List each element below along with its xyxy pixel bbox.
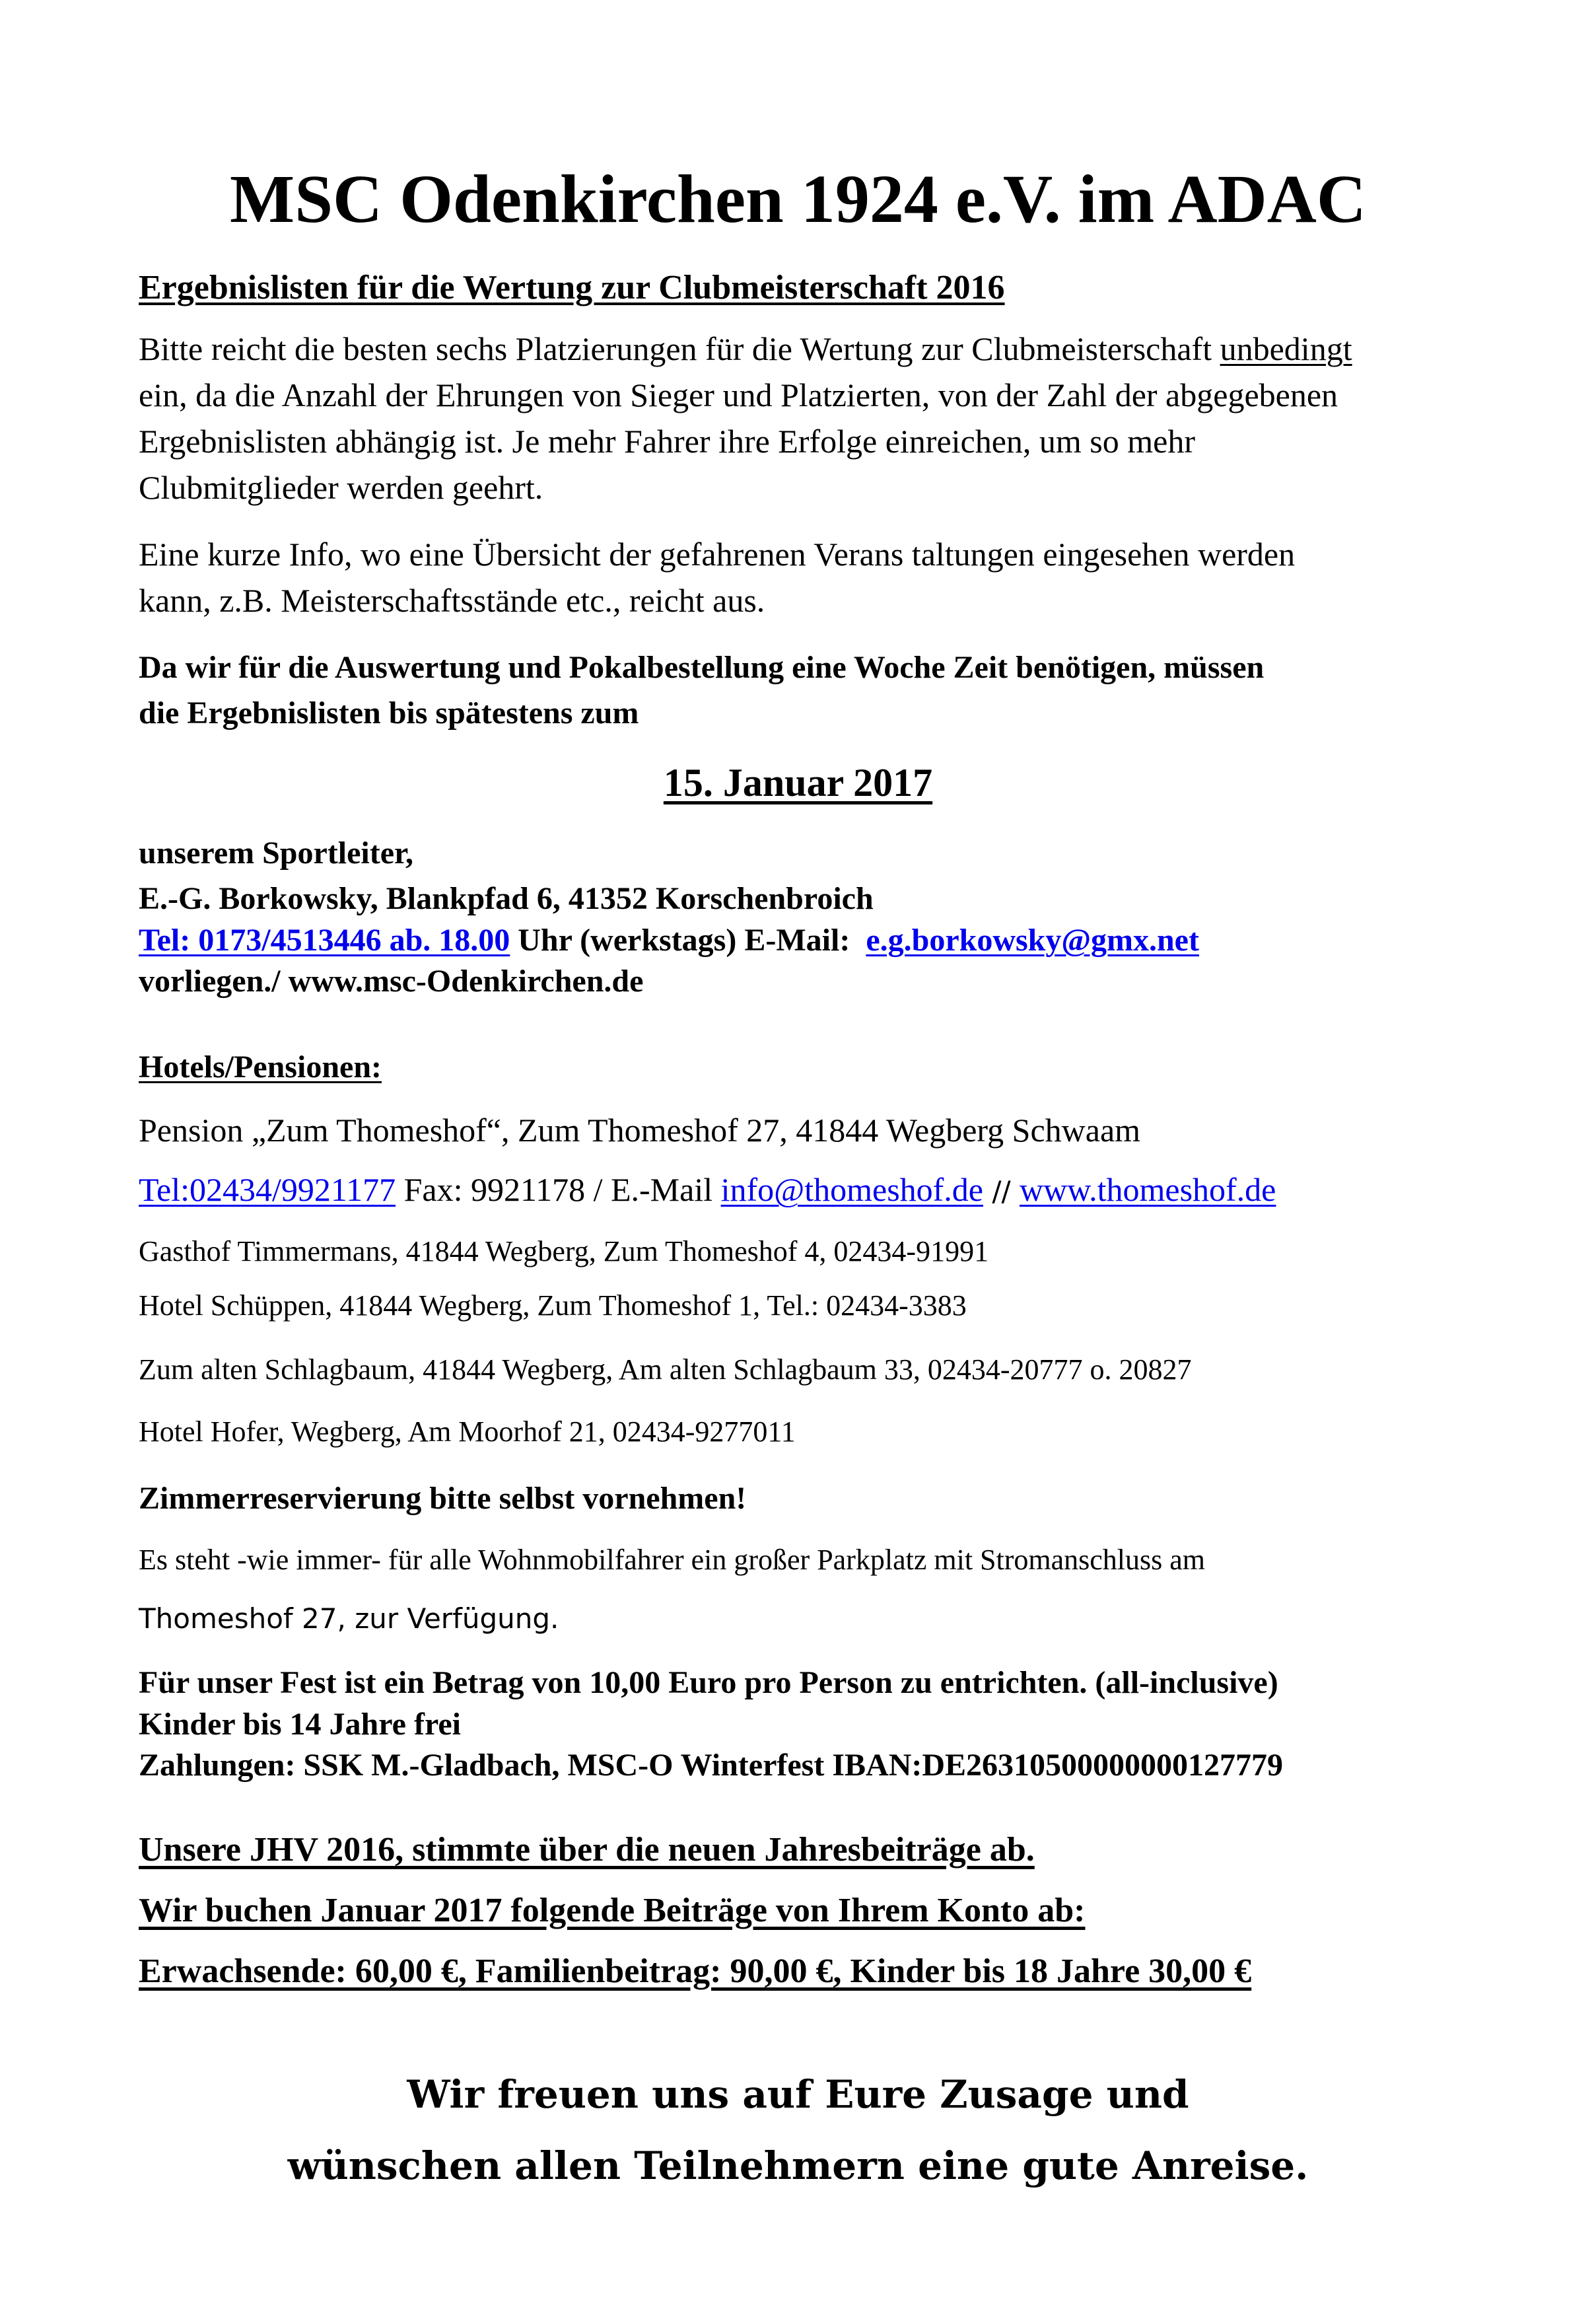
hotel-item: Gasthof Timmermans, 41844 Wegberg, Zum Thomeshof 4, 02434-91991 xyxy=(139,1235,989,1267)
intro-line-4: Clubmitglieder werden geehrt. xyxy=(139,469,543,506)
phone-suffix: Uhr (werkstags) E-Mail: xyxy=(510,923,866,958)
deadline-line-1: Da wir für die Auswertung und Pokalbestellung eine Woche Zeit benötigen, müssen xyxy=(139,650,1265,685)
hotel-item: Hotel Hofer, Wegberg, Am Moorhof 21, 02434-9277011 xyxy=(139,1415,796,1448)
fees-line-2: Wir buchen Januar 2017 folgende Beiträge von Ihrem Konto ab: xyxy=(139,1892,1086,1929)
camper-line-2: Thomeshof 27, zur Verfügung. xyxy=(139,1602,559,1635)
intro-line-1 xyxy=(139,332,1352,365)
pension-email-link[interactable]: info@thomeshof.de xyxy=(720,1171,983,1208)
reservation-note: Zimmerreservierung bitte selbst vornehmen! xyxy=(139,1481,747,1516)
contact-phone-email xyxy=(139,925,1199,956)
fees-line-3: Erwachsende: 60,00 €, Familienbeitrag: 90,00 €, Kinder bis 18 Jahre 30,00 € xyxy=(139,1952,1252,1990)
info-line-1: Eine kurze Info, wo eine Übersicht der gefahrenen Verans taltungen eingesehen werden xyxy=(139,536,1296,573)
closing-line-2: wünschen allen Teilnehmern eine gute Anreise. xyxy=(287,2143,1309,2188)
pension-separator: // xyxy=(983,1175,1020,1207)
contact-line-1: unserem Sportleiter, xyxy=(139,836,413,871)
contact-address: E.-G. Borkowsky, Blankpfad 6, 41352 Korschenbroich xyxy=(139,881,874,916)
fest-line-2: Kinder bis 14 Jahre frei xyxy=(139,1707,462,1742)
intro-text: Bitte reicht die besten sechs Platzierungen für die Wertung zur Clubmeisterschaft xyxy=(139,330,1220,367)
contact-website-line: vorliegen./ www.msc-Odenkirchen.de xyxy=(139,964,644,999)
pension-tel-link[interactable]: Tel:02434/9921177 xyxy=(139,1171,396,1208)
emphasis-unbedingt: unbedingt xyxy=(1220,330,1352,367)
document-title: MSC Odenkirchen 1924 e.V. im ADAC xyxy=(230,161,1366,237)
pension-thomeshof: Pension „Zum Thomeshof“, Zum Thomeshof 27, 41844 Wegberg Schwaam xyxy=(139,1112,1141,1149)
pension-contact xyxy=(139,1173,1276,1206)
pension-fax: Fax: 9921178 / E.-Mail xyxy=(396,1171,721,1208)
fest-payment-line: Zahlungen: SSK M.-Gladbach, MSC-O Winterfest IBAN:DE26310500000000127779 xyxy=(139,1748,1284,1783)
hotel-item: Zum alten Schlagbaum, 41844 Wegberg, Am alten Schlagbaum 33, 02434-20777 o. 20827 xyxy=(139,1353,1192,1386)
pension-web-link[interactable]: www.thomeshof.de xyxy=(1020,1171,1276,1208)
intro-line-2: ein, da die Anzahl der Ehrungen von Sieger und Platzierten, von der Zahl der abgegebenen xyxy=(139,376,1338,413)
camper-line-1: Es steht -wie immer- für alle Wohnmobilfahrer ein großer Parkplatz mit Stromanschluss am xyxy=(139,1544,1206,1576)
deadline-date-row xyxy=(0,763,1596,802)
hotels-heading: Hotels/Pensionen: xyxy=(139,1050,382,1085)
hotel-item: Hotel Schüppen, 41844 Wegberg, Zum Thomeshof 1, Tel.: 02434-3383 xyxy=(139,1289,967,1322)
info-line-2: kann, z.B. Meisterschaftsstände etc., reicht aus. xyxy=(139,582,765,619)
closing-line-1: Wir freuen uns auf Eure Zusage und xyxy=(407,2072,1189,2117)
fest-line-1: Für unser Fest ist ein Betrag von 10,00 Euro pro Person zu entrichten. (all-inclusive) xyxy=(139,1665,1278,1700)
intro-line-3: Ergebnislisten abhängig ist. Je mehr Fahrer ihre Erfolge einreichen, um so mehr xyxy=(139,423,1195,460)
section-heading-results: Ergebnislisten für die Wertung zur Clubmeisterschaft 2016 xyxy=(139,269,1005,306)
deadline-line-2: die Ergebnislisten bis spätestens zum xyxy=(139,695,639,731)
phone-link[interactable]: Tel: 0173/4513446 ab. 18.00 xyxy=(139,923,510,958)
deadline-date: 15. Januar 2017 xyxy=(663,761,933,804)
fees-line-1: Unsere JHV 2016, stimmte über die neuen Jahresbeiträge ab. xyxy=(139,1831,1035,1869)
email-link[interactable]: e.g.borkowsky@gmx.net xyxy=(866,923,1199,958)
